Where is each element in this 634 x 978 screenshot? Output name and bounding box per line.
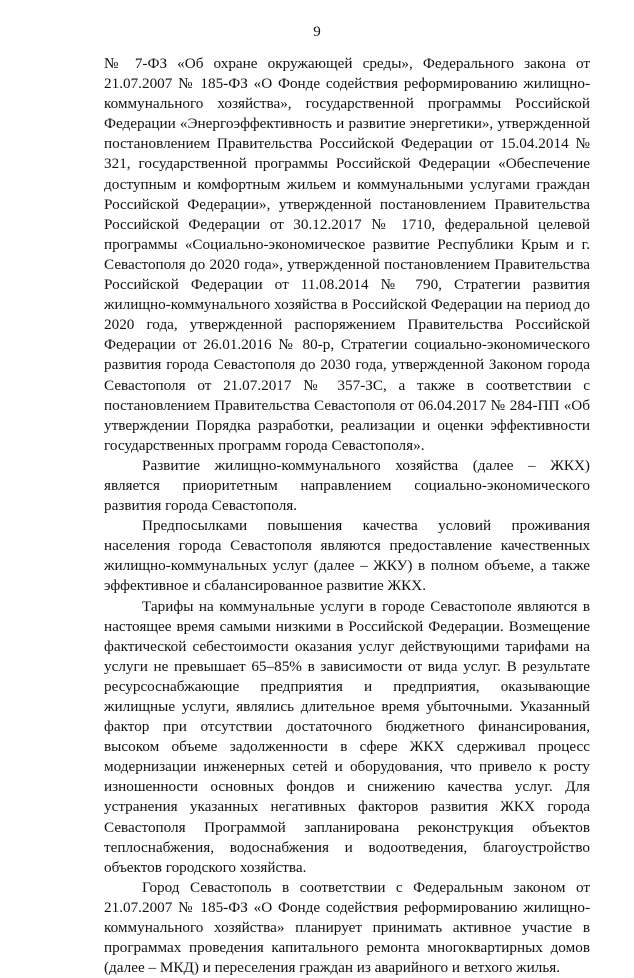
paragraph-legal-basis: № 7-ФЗ «Об охране окружающей среды», Федерального закона от 21.07.2007 № 185-ФЗ «О Фонде содействия реформированию жилищно-коммунального хозяйства», государственной программы Российской Федерации «Энергоэффективность и развитие энергетики», утвержденной постановлением Правительства Российской Федерации от 15.04.2014 № 321, государственной программы Российской Федерации «Обеспечение доступным и комфортным жильем и коммунальными услугами граждан Российской Федерации», утвержденной постановлением Правительства Российской Федерации от 30.12.2017 № 1710, федеральной целевой программы «Социально-экономическое развитие Республики Крым и г. Севастополя до 2020 года», утвержденной постановлением Правительства Российской Федерации от 11.08.2014 № 790, Стратегии развития жилищно-коммунального хозяйства в Российской Федерации на период до 2020 года, утвержденной распоряжением Правительства Российской Федерации от 26.01.2016 № 80-р, Стратегии социально-экономического развития города Севастополя до 2030 года, утвержденной Законом города Севастополя от 21.07.2017 № 357-ЗС, а также в соответствии с постановлением Правительства Севастополя от 06.04.2017 № 284-ПП «Об утверждении Порядка разработки, реализации и оценки эффективности государственных программ города Севастополя».	[104, 55, 590, 454]
page-number: 9	[313, 24, 321, 40]
paragraph-priority: Развитие жилищно-коммунального хозяйства (далее – ЖКХ) является приоритетным направлением социально-экономического развития города Севастополя.	[104, 456, 590, 515]
paragraph-prerequisites: Предпосылками повышения качества условий проживания населения города Севастополя являются предоставление качественных жилищно-коммунальных услуг (далее – ЖКУ) в полном объеме, а также эффективное и сбалансированное развитие ЖКХ.	[104, 517, 590, 595]
paragraph-tariffs: Тарифы на коммунальные услуги в городе Севастополе являются в настоящее время самыми низкими в Российской Федерации. Возмещение фактической себестоимости оказания услуг действующими тарифами на услуги не превышает 65–85% в зависимости от вида услуг. В результате ресурсоснабжающие предприятия и предприятия, оказывающие жилищные услуги, являлись длительное время убыточными. Указанный фактор при отсутствии достаточного бюджетного финансирования, высоком объеме задолженности в сфере ЖКХ сдерживал процесс модернизации инженерных сетей и оборудования, что привело к росту изношенности основных фондов и снижению качества услуг. Для устранения указанных негативных факторов развития ЖКХ города Севастополя Программой запланирована реконструкция объектов теплоснабжения, водоснабжения и водоотведения, благоустройство объектов городского хозяйства.	[104, 597, 590, 876]
paragraph-participation: Город Севастополь в соответствии с Федеральным законом от 21.07.2007 № 185-ФЗ «О Фонде содействия реформированию жилищно-коммунального хозяйства» планирует принимать активное участие в программах проведения капитального ремонта многоквартирных домов (далее – МКД) и переселения граждан из аварийного и ветхого жилья.	[104, 878, 590, 977]
document-body	[104, 54, 590, 978]
